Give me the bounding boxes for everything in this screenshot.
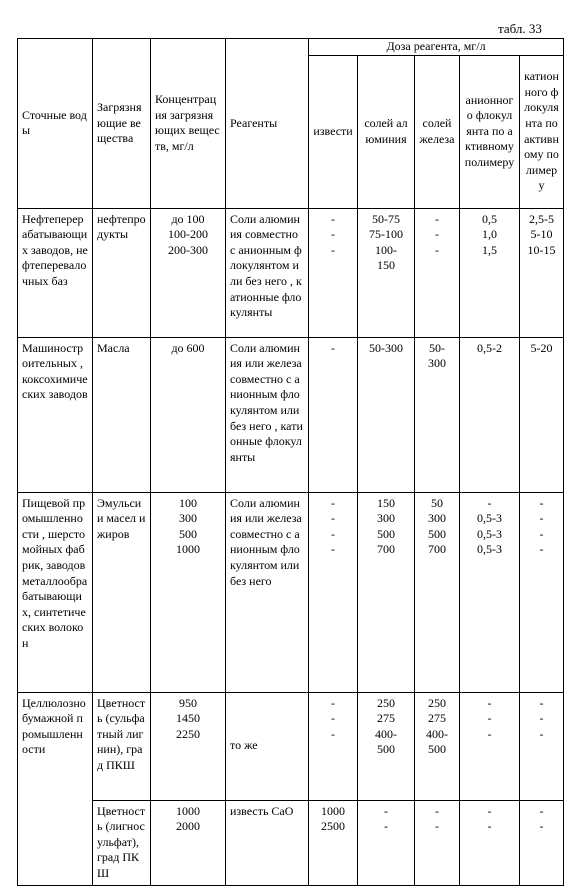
cell-lime: 1000 2500	[309, 800, 358, 885]
cell-concentration: 950 1450 2250	[151, 692, 226, 800]
cell-cationic: - - -	[520, 692, 564, 800]
cell-reagent: известь CaO	[226, 800, 309, 885]
header-waters: Сточные воды	[18, 39, 93, 209]
cell-fe: 50 300 500 700	[415, 492, 460, 692]
cell-reagent: то же	[226, 692, 309, 800]
cell-al: 50-300	[358, 337, 415, 492]
cell-al: 150 300 500 700	[358, 492, 415, 692]
table-caption: табл. 33	[498, 21, 542, 36]
header-anionic: анионного флокулянта по активному полимеру	[460, 55, 520, 208]
cell-reagent: Соли алюминия или железа совместно с анионным флокулянтом или без него , катионные флокулянты	[226, 337, 309, 492]
cell-fe: 50- 300	[415, 337, 460, 492]
header-reagents: Реагенты	[226, 39, 309, 209]
header-dose: Доза реагента, мг/л	[309, 39, 564, 56]
table-row	[18, 800, 564, 885]
cell-cationic: - -	[520, 800, 564, 885]
cell-pollutant: Масла	[93, 337, 151, 492]
cell-pollutant: нефтепродукты	[93, 208, 151, 337]
table-row	[18, 692, 564, 800]
header-cationic: катионного флокулянта по активному полимеру	[520, 55, 564, 208]
cell-reagent: Соли алюминия совместно с анионным флокулянтом или без него , катионные флокулянты	[226, 208, 309, 337]
cell-al: - -	[358, 800, 415, 885]
cell-water: Пищевой промышленности , шерстомойных фабрик, заводов металлообрабатывающих, синтетических волокон	[18, 492, 93, 692]
cell-lime: - - - -	[309, 492, 358, 692]
cell-cationic: - - - -	[520, 492, 564, 692]
reagent-dose-table	[17, 38, 564, 886]
header-al-salts: солей алюминия	[358, 55, 415, 208]
cell-pollutant: Цветность (сульфатный лигнин), град ПКШ	[93, 692, 151, 800]
table-row	[18, 337, 564, 492]
cell-fe: 250 275 400- 500	[415, 692, 460, 800]
cell-lime: -	[309, 337, 358, 492]
cell-pollutant: Эмульсии масел и жиров	[93, 492, 151, 692]
cell-concentration: до 600	[151, 337, 226, 492]
cell-lime: - - -	[309, 208, 358, 337]
cell-cationic: 2,5-5 5-10 10-15	[520, 208, 564, 337]
cell-al: 250 275 400- 500	[358, 692, 415, 800]
header-lime: извести	[309, 55, 358, 208]
cell-water: Целлюлознобумажной промышленности	[18, 692, 93, 885]
cell-anionic: 0,5 1,0 1,5	[460, 208, 520, 337]
cell-concentration: 1000 2000	[151, 800, 226, 885]
table-row	[18, 492, 564, 692]
header-fe-salts: солей железа	[415, 55, 460, 208]
cell-al: 50-75 75-100 100- 150	[358, 208, 415, 337]
cell-reagent: Соли алюминия или железа совместно с анионным флокулянтом или без него	[226, 492, 309, 692]
header-pollutants: Загрязняющие вещества	[93, 39, 151, 209]
cell-lime: - - -	[309, 692, 358, 800]
cell-fe: - -	[415, 800, 460, 885]
cell-cationic: 5-20	[520, 337, 564, 492]
cell-anionic: - 0,5-3 0,5-3 0,5-3	[460, 492, 520, 692]
cell-anionic: - -	[460, 800, 520, 885]
cell-water: Нефтеперерабатывающих заводов, нефтеперевалочных баз	[18, 208, 93, 337]
cell-pollutant: Цветность (лигносульфат), град ПКШ	[93, 800, 151, 885]
cell-water: Машиностроительных , коксохимических заводов	[18, 337, 93, 492]
cell-concentration: до 100 100-200 200-300	[151, 208, 226, 337]
cell-anionic: 0,5-2	[460, 337, 520, 492]
header-concentration: Концентрация загрязняющих веществ, мг/л	[151, 39, 226, 209]
cell-concentration: 100 300 500 1000	[151, 492, 226, 692]
cell-fe: - - -	[415, 208, 460, 337]
table-row	[18, 208, 564, 337]
cell-anionic: - - -	[460, 692, 520, 800]
